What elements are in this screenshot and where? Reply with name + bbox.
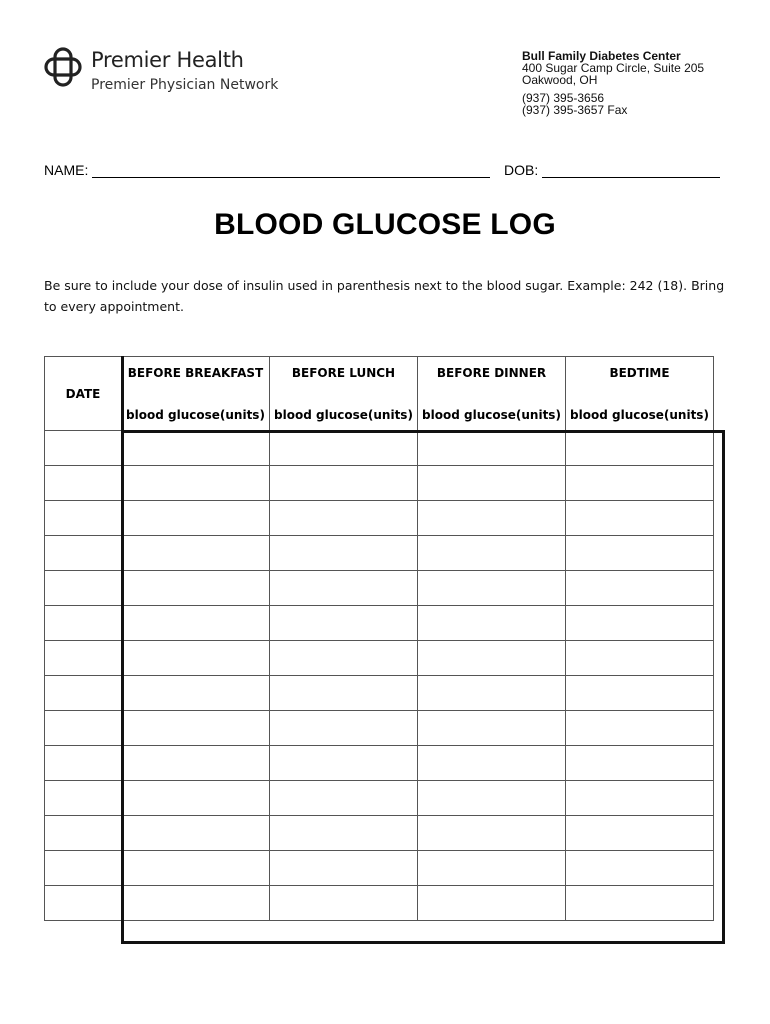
name-label: NAME: (44, 162, 89, 178)
reading-cell[interactable] (270, 851, 418, 886)
reading-cell[interactable] (418, 851, 566, 886)
column-unit: blood glucose(units) (570, 407, 709, 422)
column-label: BEFORE BREAKFAST (127, 365, 264, 380)
reading-cell[interactable] (122, 851, 270, 886)
reading-cell[interactable] (122, 536, 270, 571)
date-cell[interactable] (45, 536, 122, 571)
date-cell[interactable] (45, 431, 122, 466)
center-city: Oakwood, OH (522, 73, 598, 87)
reading-cell[interactable] (566, 431, 714, 466)
reading-cell[interactable] (270, 711, 418, 746)
reading-cell[interactable] (270, 641, 418, 676)
reading-cell[interactable] (566, 571, 714, 606)
log-row (45, 851, 714, 886)
column-header (122, 357, 270, 431)
reading-cell[interactable] (566, 781, 714, 816)
premier-health-cross-icon (44, 47, 82, 87)
reading-cell[interactable] (418, 746, 566, 781)
column-unit: blood glucose(units) (126, 407, 265, 422)
reading-cell[interactable] (566, 851, 714, 886)
reading-cell[interactable] (566, 711, 714, 746)
header-divider (121, 356, 124, 434)
date-cell[interactable] (45, 816, 122, 851)
reading-cell[interactable] (566, 746, 714, 781)
instructions-text: Be sure to include your dose of insulin used in parenthesis next to the blood sugar. Example: 242 (18). Bring to every appointment. (44, 278, 725, 314)
reading-cell[interactable] (566, 676, 714, 711)
reading-cell[interactable] (270, 606, 418, 641)
center-name: Bull Family Diabetes Center (522, 49, 681, 63)
column-unit: blood glucose(units) (422, 407, 561, 422)
reading-cell[interactable] (418, 676, 566, 711)
column-label: BEFORE DINNER (436, 365, 547, 380)
column-header (566, 357, 714, 431)
date-column-header: DATE (45, 357, 122, 431)
log-row (45, 676, 714, 711)
reading-cell[interactable] (270, 676, 418, 711)
reading-cell[interactable] (418, 711, 566, 746)
reading-cell[interactable] (270, 816, 418, 851)
reading-cell[interactable] (566, 606, 714, 641)
date-cell[interactable] (45, 501, 122, 536)
log-rows (45, 431, 714, 921)
reading-cell[interactable] (122, 641, 270, 676)
log-row (45, 781, 714, 816)
column-label: BEFORE LUNCH (291, 365, 396, 380)
log-row (45, 571, 714, 606)
date-cell[interactable] (45, 466, 122, 501)
column-label: BEDTIME (609, 365, 670, 380)
dob-input-line[interactable] (542, 163, 720, 178)
column-unit: blood glucose(units) (274, 407, 413, 422)
date-cell[interactable] (45, 746, 122, 781)
reading-cell[interactable] (122, 781, 270, 816)
log-row (45, 606, 714, 641)
glucose-log-table (44, 356, 714, 921)
reading-cell[interactable] (122, 886, 270, 921)
log-row (45, 501, 714, 536)
name-input-line[interactable] (92, 163, 490, 178)
reading-cell[interactable] (566, 816, 714, 851)
reading-cell[interactable] (122, 466, 270, 501)
log-row (45, 886, 714, 921)
reading-cell[interactable] (418, 466, 566, 501)
brand-subtitle: Premier Physician Network (91, 77, 279, 93)
date-cell[interactable] (45, 641, 122, 676)
reading-cell[interactable] (270, 536, 418, 571)
date-cell[interactable] (45, 851, 122, 886)
reading-cell[interactable] (122, 711, 270, 746)
reading-cell[interactable] (122, 606, 270, 641)
reading-cell[interactable] (418, 816, 566, 851)
reading-cell[interactable] (122, 746, 270, 781)
reading-cell[interactable] (418, 431, 566, 466)
reading-cell[interactable] (418, 606, 566, 641)
brand-name: Premier Health (91, 48, 244, 72)
column-header (418, 357, 566, 431)
log-row (45, 536, 714, 571)
log-row (45, 816, 714, 851)
date-cell[interactable] (45, 886, 122, 921)
date-cell[interactable] (45, 676, 122, 711)
reading-cell[interactable] (270, 431, 418, 466)
date-cell[interactable] (45, 781, 122, 816)
reading-cell[interactable] (270, 781, 418, 816)
reading-cell[interactable] (270, 886, 418, 921)
center-fax: (937) 395-3657 Fax (522, 103, 628, 117)
center-street: 400 Sugar Camp Circle, Suite 205 (522, 61, 705, 75)
reading-cell[interactable] (122, 676, 270, 711)
log-row (45, 641, 714, 676)
reading-cell[interactable] (418, 536, 566, 571)
premier-health-logo (44, 44, 284, 96)
log-row (45, 466, 714, 501)
reading-cell[interactable] (122, 816, 270, 851)
dob-field[interactable] (504, 162, 720, 178)
date-cell[interactable] (45, 711, 122, 746)
reading-cell[interactable] (418, 781, 566, 816)
log-row (45, 746, 714, 781)
reading-cell[interactable] (122, 501, 270, 536)
reading-cell[interactable] (418, 571, 566, 606)
reading-cell[interactable] (418, 501, 566, 536)
reading-cell[interactable] (122, 571, 270, 606)
dob-label: DOB: (504, 162, 539, 178)
reading-cell[interactable] (566, 466, 714, 501)
date-cell[interactable] (45, 606, 122, 641)
reading-cell[interactable] (566, 641, 714, 676)
reading-cell[interactable] (270, 466, 418, 501)
reading-cell[interactable] (418, 886, 566, 921)
name-field[interactable] (44, 162, 490, 178)
center-address (522, 50, 704, 116)
reading-cell[interactable] (566, 886, 714, 921)
reading-cell[interactable] (566, 536, 714, 571)
page-title: BLOOD GLUCOSE LOG (214, 208, 556, 241)
reading-cell[interactable] (418, 641, 566, 676)
log-row (45, 431, 714, 466)
reading-cell[interactable] (270, 501, 418, 536)
center-phone: (937) 395-3656 (522, 91, 605, 105)
reading-cell[interactable] (270, 571, 418, 606)
reading-cell[interactable] (270, 746, 418, 781)
date-cell[interactable] (45, 571, 122, 606)
reading-cell[interactable] (566, 501, 714, 536)
reading-cell[interactable] (122, 431, 270, 466)
column-header (270, 357, 418, 431)
log-row (45, 711, 714, 746)
